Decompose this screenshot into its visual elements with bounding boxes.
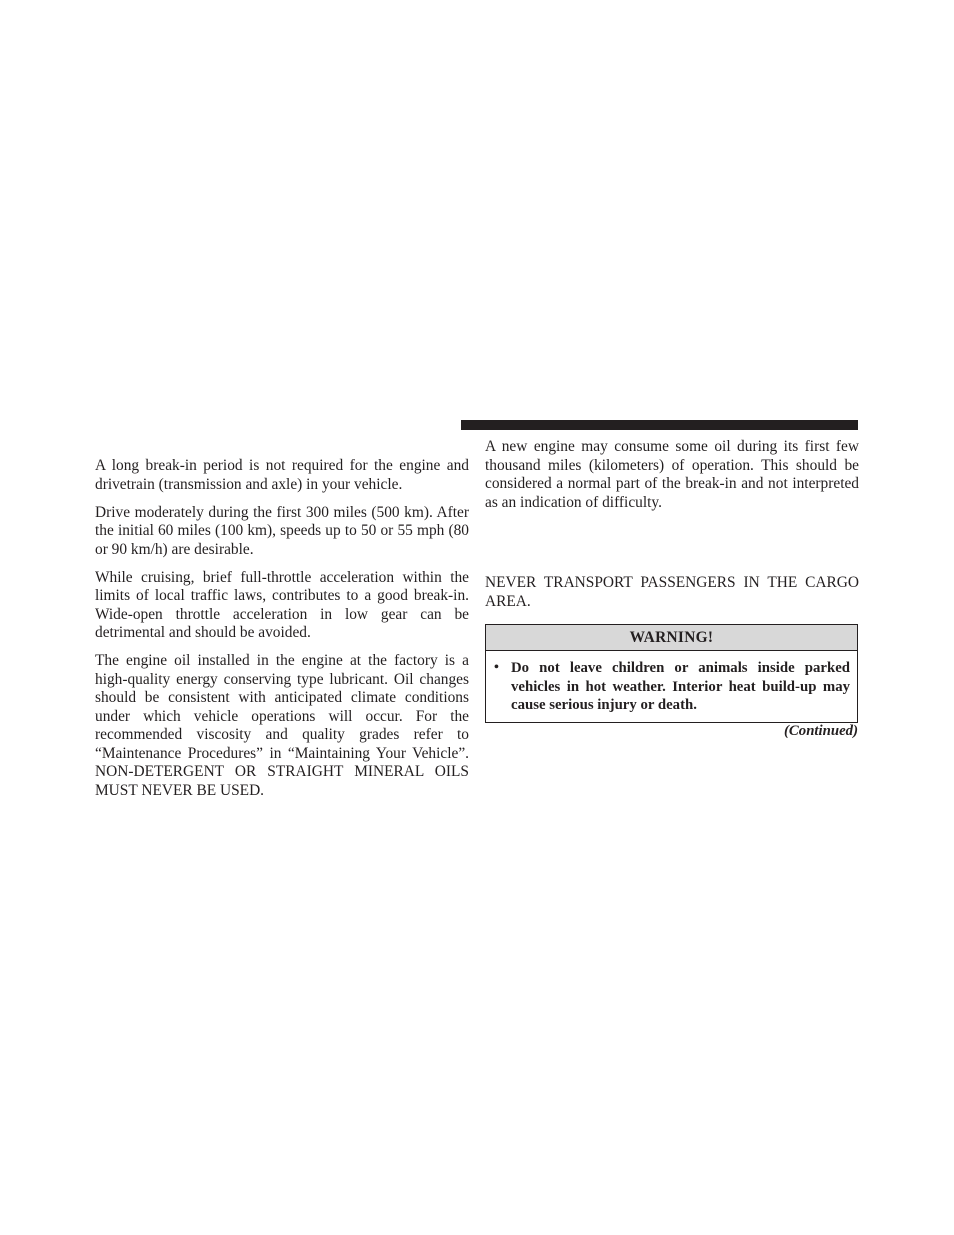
- cargo-area-notice: [485, 574, 859, 611]
- warning-title: WARNING!: [486, 625, 857, 651]
- engine-oil-paragraph: The engine oil installed in the engine at the factory is a high-quality energy conserving type lubricant. Oil changes should be consistent with anticipated climate conditions under which vehicle operations will occur. For the recommended viscosity and quality grades refer to “Maintenance Procedures” in “Maintaining Your Vehicle”. NON-DETERGENT OR STRAIGHT MINERAL OILS MUST NEVER BE USED.: [95, 652, 469, 799]
- continued-label: (Continued): [784, 723, 858, 739]
- warning-item-text: Do not leave children or animals inside parked vehicles in hot weather. Interior heat build-up may cause serious injury or death.: [511, 660, 850, 713]
- left-column: [95, 457, 469, 800]
- break-in-intro-paragraph: A long break-in period is not required for the engine and drivetrain (transmission and axle) in your vehicle.: [95, 457, 469, 493]
- drive-moderately-paragraph: Drive moderately during the first 300 miles (500 km). After the initial 60 miles (100 km), speeds up to 50 or 55 mph (80 or 90 km/h) are desirable.: [95, 503, 469, 558]
- section-header-bar: [461, 420, 858, 430]
- bullet-icon: •: [494, 660, 499, 675]
- right-column: [485, 438, 859, 512]
- warning-box: [485, 624, 858, 723]
- cruising-acceleration-paragraph: While cruising, brief full-throttle acceleration within the limits of local traffic laws, contributes to a good break-in. Wide-open throttle acceleration in low gear can be detrimental and should be avoided.: [95, 568, 469, 641]
- warning-list-item: [486, 651, 857, 715]
- oil-consumption-paragraph: A new engine may consume some oil during its first few thousand miles (kilometers) of operation. This should be considered a normal part of the break-in and not interpreted as an indication of difficulty.: [485, 438, 859, 511]
- cargo-area-notice-text: NEVER TRANSPORT PASSENGERS IN THE CARGO AREA.: [485, 574, 859, 610]
